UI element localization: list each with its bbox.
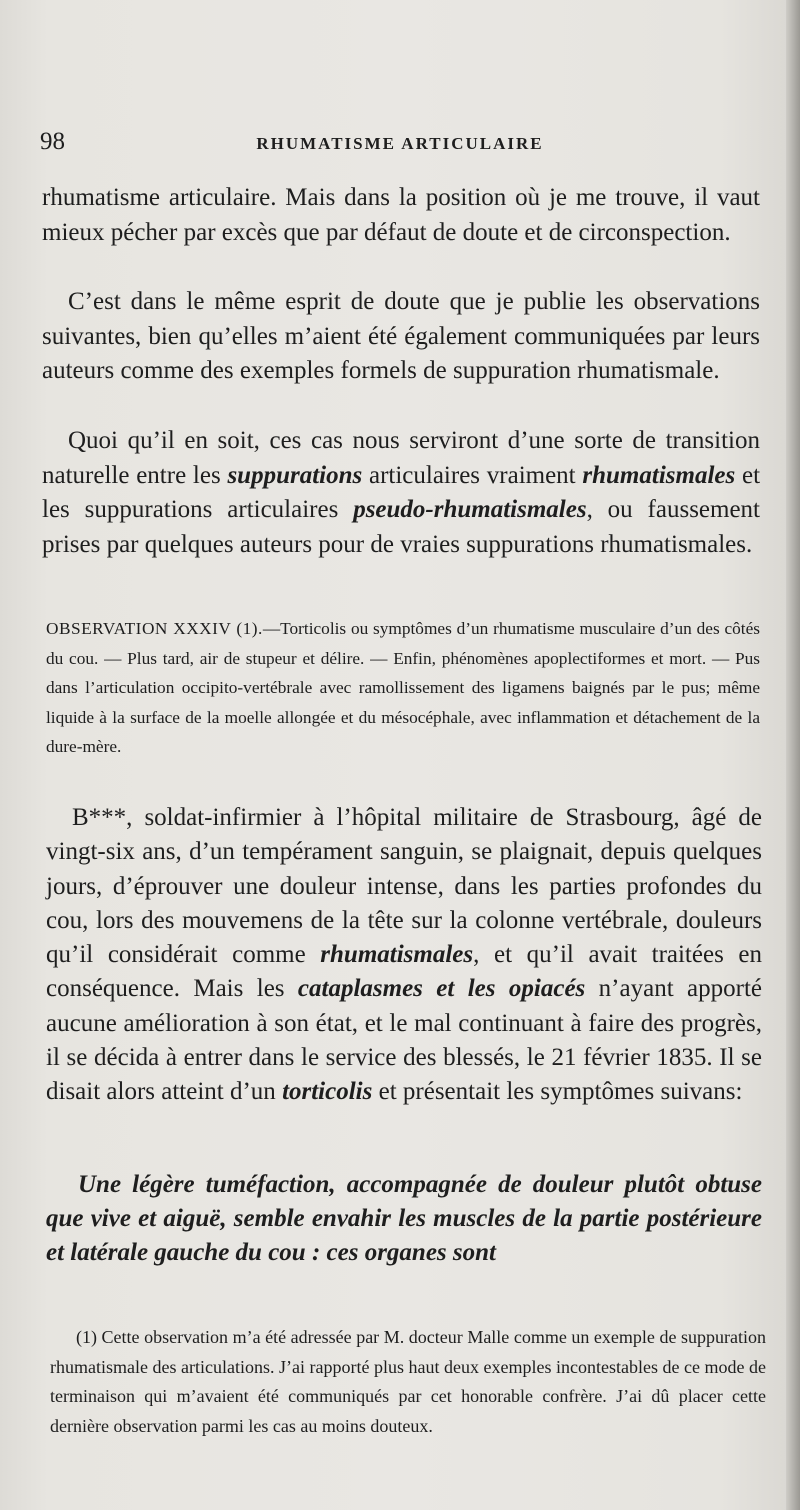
emphasis-rhumatismales: rhumatismales	[582, 461, 736, 489]
paragraph-case	[46, 801, 762, 1110]
page-header	[40, 128, 760, 160]
paragraph-continuation: rhumatisme articulaire. Mais dans la position où je me trouve, il vaut mieux pécher par excès que par défaut de doute et de circonspection.	[42, 184, 760, 246]
emphasis-cataplasmes: cataplasmes et les opiacés	[297, 975, 586, 1003]
observation-title: OBSERVATION XXXIV (1).	[46, 619, 263, 638]
emphasis-suppurations: suppurations	[227, 461, 363, 489]
paragraph-doubt: C’est dans le même esprit de doute que je publie les observations suivantes, bien qu’elles m’aient été également communiquées par leurs auteurs comme des exemples formels de suppuration rhumatismale.	[42, 288, 760, 385]
page-number: 98	[40, 128, 65, 155]
page-edge	[786, 0, 800, 1510]
text-run: articulaires vraiment	[362, 461, 583, 489]
emphasis-torticolis: torticolis	[282, 1078, 373, 1106]
footnote: (1) Cette observation m’a été adressée par M. docteur Malle comme un exemple de suppuration rhumatismale des articulations. J’ai rapporté plus haut deux exemples incontestables de ce mode de terminaison qui m’avaient été communiqués par cet honorable confrère. J’ai dû placer cette dernière observation parmi les cas au moins douteux.	[50, 1327, 766, 1436]
text-run: , et qu’il avait traitées en conséquence. Mais les	[46, 941, 763, 1003]
text-run: Quoi qu’il en soit, ces cas nous serviront d’une sorte de transition naturelle entre les	[42, 427, 760, 489]
running-head: RHUMATISME ARTICULAIRE	[256, 134, 544, 153]
text-run: et les suppurations articulaires	[42, 461, 761, 524]
paragraph-transition	[42, 424, 760, 562]
emphasis-rhumatismales: rhumatismales	[320, 941, 474, 969]
observation-summary: —Torticolis ou symptômes d’un rhumatisme musculaire d’un des côtés du cou. — Plus tard, air de stupeur et délire. — Enfin, phénomènes apoplectiformes et mort. — Pus dans l’articulation occipito-vertébrale avec ramollissement des ligamens baignés par le pus; même liquide à la surface de la moelle allongée et du mésocéphale, avec inflammation et détachement de la dure-mère.	[46, 619, 761, 757]
text-run: et présentait les symptômes suivans:	[372, 1078, 743, 1106]
text-run: n’ayant apporté aucune amélioration à son état, et le mal continuant à faire des progrès, il se décida à entrer dans le service des blessés, le 21 février 1835. Il se disait alors atteint d’un	[46, 975, 762, 1106]
emphasis-pseudo-rhumatismales: pseudo-rhumatismales	[353, 496, 587, 524]
observation-heading	[46, 614, 760, 762]
text-run: B***, soldat-infirmier à l’hôpital militaire de Strasbourg, âgé de vingt-six ans, d’un tempérament sanguin, se plaignait, depuis quelques jours, d’éprouver une douleur intense, dans les parties profondes du cou, lors des mouvemens de la tête sur la colonne vertébrale, douleurs qu’il considérait comme	[46, 804, 762, 969]
paragraph-symptoms: Une légère tuméfaction, accompagnée de douleur plutôt obtuse que vive et aiguë, semble envahir les muscles de la partie postérieure et latérale gauche du cou : ces organes sont	[46, 1171, 762, 1266]
text-run: , ou faussement prises par quelques auteurs pour de vraies suppurations rhumatismales.	[42, 496, 761, 558]
